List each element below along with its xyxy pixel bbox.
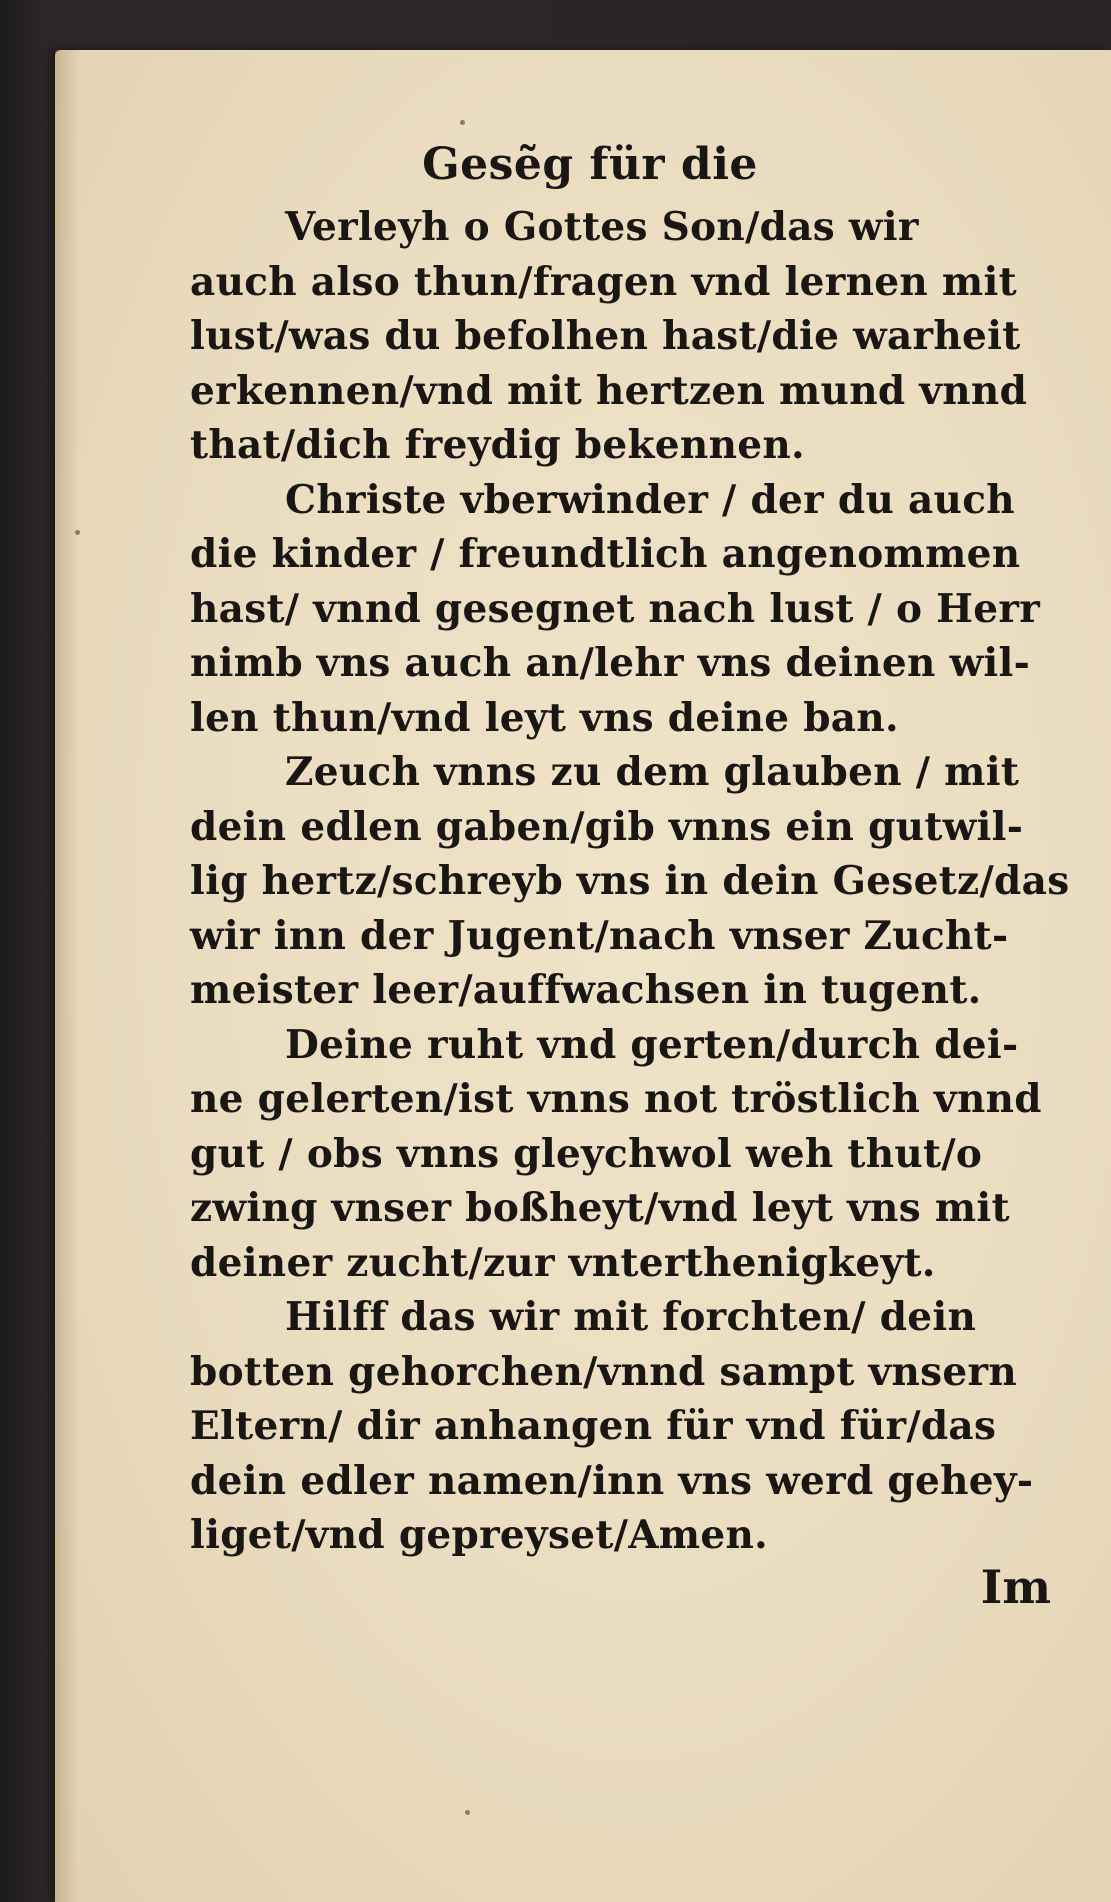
text-line: len thun/vnd leyt vns deine ban.: [190, 694, 899, 741]
stanza: [190, 200, 1050, 473]
stanza: [190, 1290, 1050, 1563]
text-line: wir inn der Jugent/nach vnser Zucht-: [190, 912, 1009, 959]
book-page: [55, 50, 1111, 1902]
text-line: hast/ vnnd gesegnet nach lust / o Herr: [190, 585, 1041, 632]
text-line: die kinder / freundtlich angenommen: [190, 531, 1021, 577]
text-line: dein edler namen/inn vns werd gehey-: [190, 1457, 1034, 1504]
text-line: liget/vnd gepreyset/Amen.: [190, 1512, 769, 1558]
text-line: Zeuch vnns zu dem glauben / mit: [285, 749, 1020, 795]
text-line: ne gelerten/ist vnns not tröstlich vnnd: [190, 1076, 1042, 1122]
text-line: nimb vns auch an/lehr vns deinen wil-: [190, 640, 1031, 686]
text-line: Verleyh o Gottes Son/das wir: [285, 204, 919, 250]
text-line: meister leer/auffwachsen in tugent.: [190, 967, 982, 1013]
text-block: [190, 130, 1070, 1563]
stanza: [190, 745, 1070, 1018]
text-line: auch also thun/fragen vnd lernen mit: [190, 258, 1017, 305]
text-line: dein edlen gaben/gib vnns ein gutwil-: [190, 803, 1024, 850]
ink-speck: [75, 530, 80, 535]
ink-speck: [460, 120, 465, 125]
text-line: Christe vberwinder / der du auch: [285, 476, 1015, 523]
text-line: gut / obs vnns gleychwol weh thut/o: [190, 1130, 983, 1177]
text-line: Hilff das wir mit forchten/ dein: [285, 1294, 977, 1340]
text-line: botten gehorchen/vnnd sampt vnsern: [190, 1348, 1018, 1395]
text-line: erkennen/vnd mit hertzen mund vnnd: [190, 367, 1028, 414]
text-line: Eltern/ dir anhangen für vnd für/das: [190, 1403, 997, 1449]
text-line: that/dich freydig bekennen.: [190, 422, 805, 468]
text-line: deiner zucht/zur vnterthenigkeyt.: [190, 1239, 936, 1286]
text-line: lig hertz/schreyb vns in dein Gesetz/das: [190, 858, 1070, 904]
text-line: lust/was du befolhen hast/die warheit: [190, 313, 1021, 359]
catchword: Im: [980, 1560, 1051, 1614]
stanza: [190, 1018, 1050, 1291]
ink-speck: [465, 1810, 470, 1815]
running-head: Gesẽg für die: [422, 139, 758, 190]
stanza: [190, 473, 1050, 746]
text-line: zwing vnser boßheyt/vnd leyt vns mit: [190, 1185, 1010, 1231]
text-line: Deine ruht vnd gerten/durch dei-: [285, 1021, 1019, 1068]
